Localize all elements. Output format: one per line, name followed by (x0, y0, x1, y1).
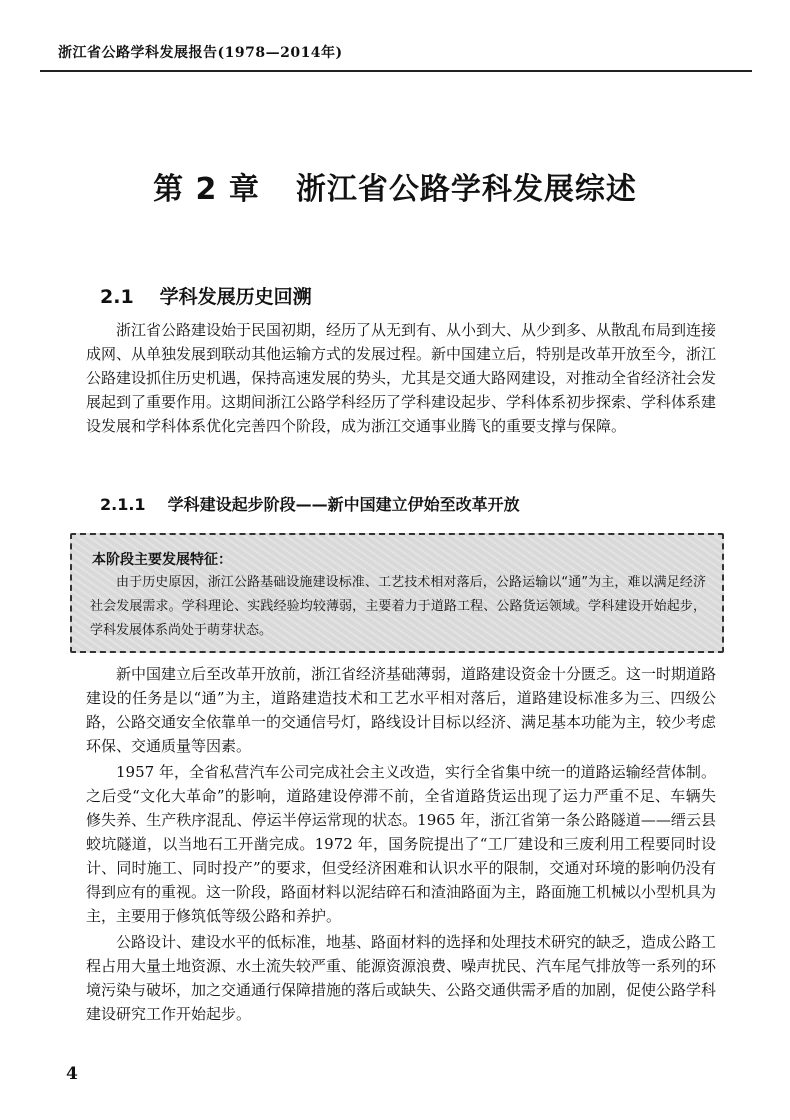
subsection-heading (100, 492, 520, 515)
header-rule (40, 70, 752, 72)
highlight-box (70, 533, 724, 653)
intro-paragraph: 浙江省公路建设始于民国初期，经历了从无到有、从小到大、从少到多、从散乱布局到连接成网、从单独发展到联动其他运输方式的发展过程。新中国建立后，特别是改革开放至今，浙江公路建设抓住历史机遇，保持高速发展的势头，尤其是交通大路网建设，对推动全省经济社会发展起到了重要作用。这期间浙江公路学科经历了学科建设起步、学科体系初步探索、学科体系建设发展和学科体系优化完善四个阶段，成为浙江交通事业腾飞的重要支撑与保障。 (86, 321, 717, 435)
subsection-title: 学科建设起步阶段——新中国建立伊始至改革开放 (167, 495, 520, 514)
running-header: 浙江省公路学科发展报告(1978—2014年) (58, 45, 343, 61)
chapter-number: 第 2 章 (153, 172, 260, 207)
chapter-title (0, 164, 790, 208)
section-title: 学科发展历史回溯 (159, 286, 312, 308)
section-number: 2.1 (100, 286, 134, 308)
box-text: 由于历史原因，浙江公路基础设施建设标准、工艺技术相对落后，公路运输以“通”为主，难以满足经济社会发展需求。学科理论、实践经验均较薄弱，主要着力于道路工程、公路货运领域。学科建设开始起步，学科发展体系尚处于萌芽状态。 (90, 575, 706, 638)
body-paragraph-1: 新中国建立后至改革开放前，浙江省经济基础薄弱，道路建设资金十分匮乏。这一时期道路建设的任务是以“通”为主，道路建造技术和工艺水平相对落后，道路建设标准多为三、四级公路，公路交通安全依靠单一的交通信号灯，路线设计目标以经济、满足基本功能为主，较少考虑环保、交通质量等因素。 (86, 665, 717, 755)
box-title: 本阶段主要发展特征： (92, 552, 232, 568)
chapter-title-text: 浙江省公路学科发展综述 (295, 172, 637, 207)
body-paragraph-2: 1957 年，全省私营汽车公司完成社会主义改造，实行全省集中统一的道路运输经营体制。之后受“文化大革命”的影响，道路建设停滞不前，全省道路货运出现了运力严重不足、车辆失修失养、生产秩序混乱、停运半停运常现的状态。1965 年，浙江省第一条公路隧道——缙云县蛟坑隧道，以当地石工开凿完成。1972 年，国务院提出了“工厂建设和三废利用工程要同时设计、同时施工、同时投产”的要求，但受经济困难和认识水平的限制，交通对环境的影响仍没有得到应有的重视。这一阶段，路面材料以泥结碎石和渣油路面为主，路面施工机械以小型机具为主，主要用于修筑低等级公路和养护。 (86, 763, 717, 925)
body-paragraph-3: 公路设计、建设水平的低标准，地基、路面材料的选择和处理技术研究的缺乏，造成公路工程占用大量土地资源、水土流失较严重、能源资源浪费、噪声扰民、汽车尾气排放等一系列的环境污染与破坏，加之交通通行保障措施的落后或缺失、公路交通供需矛盾的加剧，促使公路学科建设研究工作开始起步。 (86, 933, 717, 1023)
section-heading (100, 282, 312, 309)
subsection-number: 2.1.1 (100, 495, 146, 514)
page-number: 4 (66, 1064, 78, 1084)
